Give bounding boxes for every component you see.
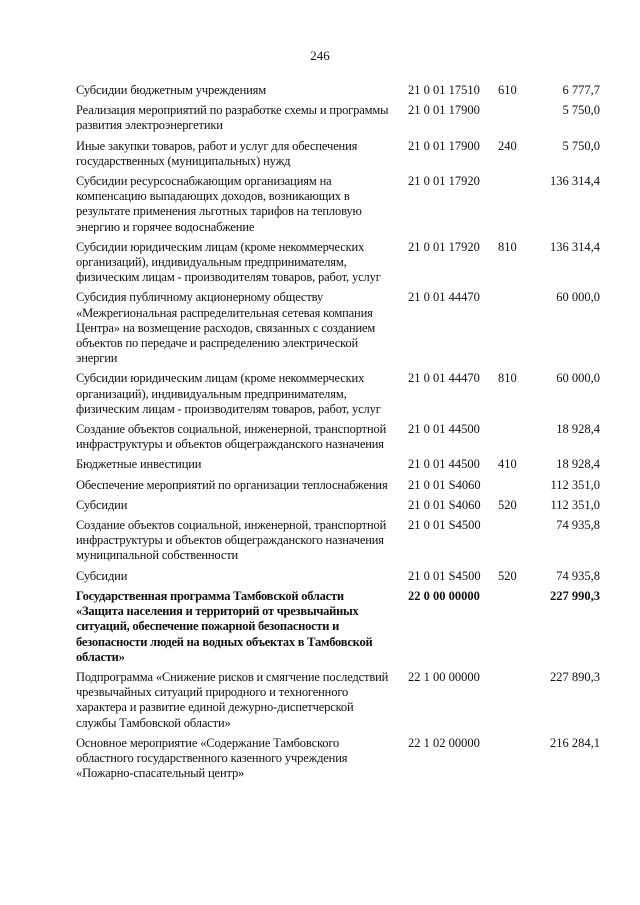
amount: 136 314,4: [550, 239, 600, 254]
target-code: 21 0 01 S4060: [408, 497, 481, 512]
amount: 227 990,3: [550, 588, 600, 603]
amount: 112 351,0: [550, 477, 600, 492]
row-description: Субсидия публичному акционерному обществу «Межрегиональная распределительная сетевая компания Центра» на возмещение расходов, связанных с созданием объектов по передаче и распределению электрической энергии: [76, 290, 376, 366]
budget-table: [76, 83, 606, 786]
target-code: 21 0 01 17920: [408, 239, 480, 254]
amount: 74 935,8: [556, 568, 600, 583]
amount: 60 000,0: [556, 371, 600, 386]
amount: 112 351,0: [550, 497, 600, 512]
target-code: 21 0 01 S4060: [408, 477, 481, 492]
row-description: Обеспечение мероприятий по организации теплоснабжения: [76, 477, 388, 492]
amount: 74 935,8: [556, 518, 600, 533]
amount: 60 000,0: [556, 290, 600, 305]
table-row: [76, 478, 606, 493]
row-description: Субсидии ресурсоснабжающим организациям на компенсацию выпадающих доходов, возникающих в результате применения льготных тарифов на тепловую энергию и горячее водоснабжение: [76, 174, 362, 234]
row-description: Субсидии юридическим лицам (кроме некоммерческих организаций), индивидуальным предпринимателям, физическим лицам - производителям товаров, работ, услуг: [76, 239, 381, 285]
row-description: Основное мероприятие «Содержание Тамбовского областного государственного казенного учреждения «Пожарно-спасательный центр»: [76, 735, 348, 781]
table-row: [76, 174, 606, 235]
expense-type: 240: [498, 138, 517, 153]
amount: 216 284,1: [550, 735, 600, 750]
target-code: 21 0 01 44500: [408, 457, 480, 472]
target-code: 21 0 01 44470: [408, 290, 480, 305]
expense-type: 520: [498, 568, 517, 583]
target-code: 21 0 01 44500: [408, 422, 480, 437]
row-description: Подпрограмма «Снижение рисков и смягчение последствий чрезвычайных ситуаций природного и техногенного характера и развитие единой дежурно-диспетчерской службы Тамбовской области»: [76, 669, 389, 730]
target-code: 22 0 00 00000: [408, 588, 480, 603]
table-row: [76, 371, 606, 417]
amount: 6 777,7: [562, 83, 600, 97]
table-row: [76, 139, 606, 169]
expense-type: 810: [498, 239, 517, 254]
row-description: Бюджетные инвестиции: [76, 457, 202, 472]
row-description: Субсидии юридическим лицам (кроме некоммерческих организаций), индивидуальным предпринимателям, физическим лицам - производителям товаров, работ, услуг: [76, 371, 381, 416]
target-code: 21 0 01 44470: [408, 371, 480, 386]
expense-type: 810: [498, 371, 517, 386]
target-code: 22 1 02 00000: [408, 735, 480, 750]
page-number: 246: [310, 48, 330, 63]
table-row: [76, 240, 606, 286]
table-row: [76, 670, 606, 731]
table-row: [76, 498, 606, 513]
row-description: Субсидии: [76, 568, 128, 583]
target-code: 22 1 00 00000: [408, 669, 480, 684]
table-row: [76, 457, 606, 472]
table-row: [76, 589, 606, 665]
row-description: Создание объектов социальной, инженерной, транспортной инфраструктуры и объектов общегражданского назначения муниципальной собственности: [76, 518, 387, 563]
target-code: 21 0 01 S4500: [408, 518, 481, 533]
row-description: Иные закупки товаров, работ и услуг для обеспечения государственных (муниципальных) нужд: [76, 138, 358, 168]
table-row: [76, 518, 606, 564]
row-description: Государственная программа Тамбовской области «Защита населения и территорий от чрезвычайных ситуаций, обеспечение пожарной безопасности и безопасности людей на водных объектах в Тамбовской области»: [76, 588, 373, 664]
target-code: 21 0 01 17900: [408, 103, 480, 118]
row-description: Субсидии: [76, 497, 128, 512]
expense-type: 410: [498, 457, 517, 472]
table-row: [76, 422, 606, 452]
table-row: [76, 736, 606, 782]
amount: 5 750,0: [562, 138, 600, 153]
expense-type: 610: [498, 83, 517, 97]
row-description: Создание объектов социальной, инженерной, транспортной инфраструктуры и объектов общегражданского назначения: [76, 422, 387, 452]
row-description: Субсидии бюджетным учреждениям: [76, 83, 267, 97]
table-row: [76, 83, 606, 98]
amount: 5 750,0: [562, 103, 600, 118]
table-row: [76, 290, 606, 366]
amount: 136 314,4: [550, 174, 600, 189]
target-code: 21 0 01 S4500: [408, 568, 481, 583]
expense-type: 520: [498, 497, 517, 512]
target-code: 21 0 01 17900: [408, 138, 480, 153]
row-description: Реализация мероприятий по разработке схемы и программы развития электроэнергетики: [76, 103, 389, 133]
target-code: 21 0 01 17920: [408, 174, 480, 189]
target-code: 21 0 01 17510: [408, 83, 480, 97]
table-row: [76, 569, 606, 584]
amount: 227 890,3: [550, 669, 600, 684]
table-row: [76, 103, 606, 133]
amount: 18 928,4: [556, 457, 600, 472]
amount: 18 928,4: [556, 422, 600, 437]
